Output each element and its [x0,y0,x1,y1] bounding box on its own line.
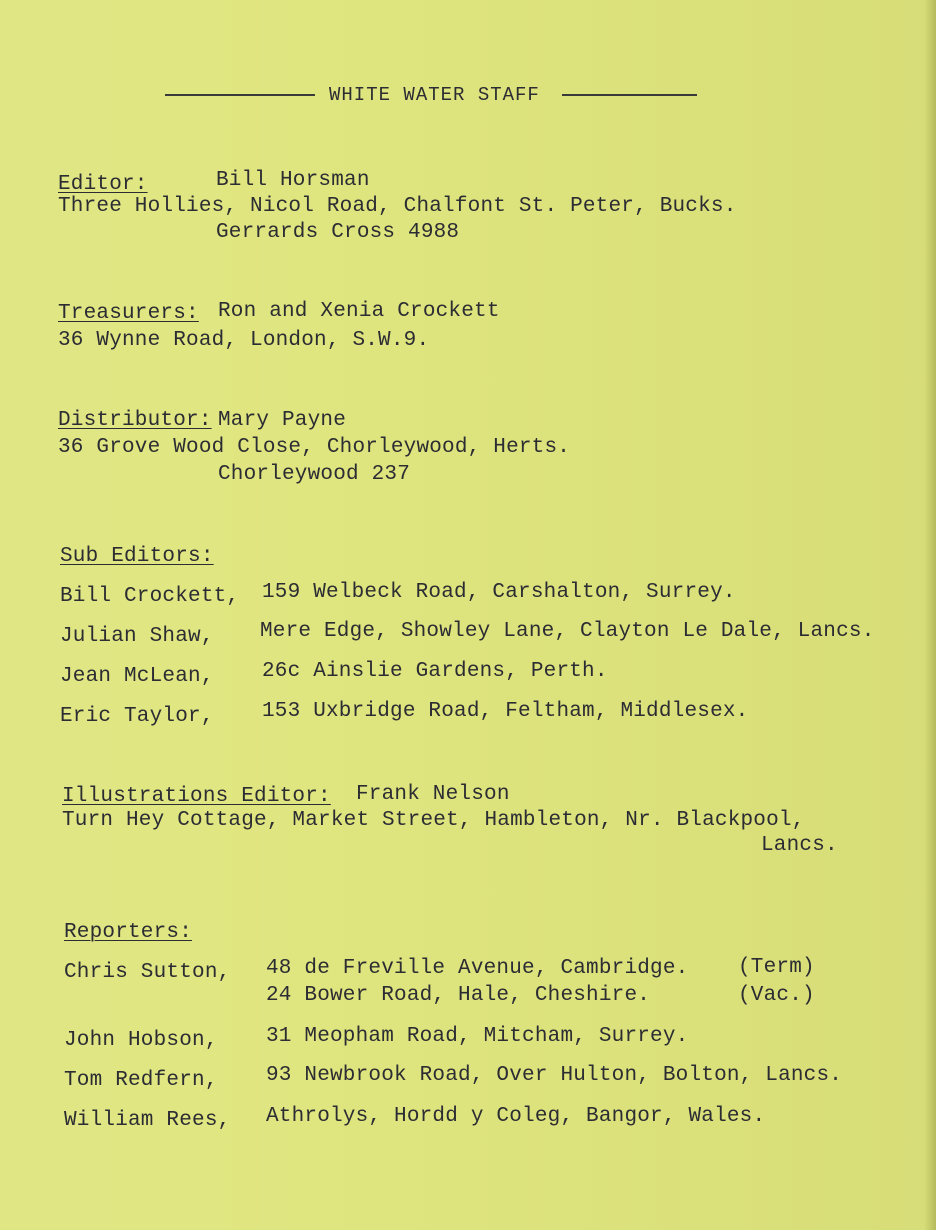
editor-address: Three Hollies, Nicol Road, Chalfont St. Peter, Bucks. [58,195,737,218]
treasurers-address: 36 Wynne Road, London, S.W.9. [58,329,430,352]
reporter-note: (Term) [738,956,815,979]
treasurers-label: Treasurers: [58,302,199,325]
reporter-address: 48 de Freville Avenue, Cambridge. [266,957,689,980]
sub-editors-label: Sub Editors: [60,545,214,568]
reporter-note: (Vac.) [738,984,815,1007]
distributor-phone: Chorleywood 237 [218,463,411,486]
sub-editor-address: Mere Edge, Showley Lane, Clayton Le Dale, Lancs. [260,620,875,643]
editor-phone: Gerrards Cross 4988 [216,221,460,244]
sub-editor-address: 26c Ainslie Gardens, Perth. [262,660,608,683]
reporter-address: 93 Newbrook Road, Over Hulton, Bolton, Lancs. [266,1064,843,1087]
reporter-address: 31 Meopham Road, Mitcham, Surrey. [266,1025,689,1048]
sub-editor-address: 159 Welbeck Road, Carshalton, Surrey. [262,581,736,604]
sub-editor-name: Jean McLean, [60,665,214,688]
distributor-label: Distributor: [58,409,212,432]
reporters-label: Reporters: [64,921,193,944]
title-rule-right [562,94,697,96]
illustrations-address-2: Lancs. [761,834,838,857]
sub-editor-address: 153 Uxbridge Road, Feltham, Middlesex. [262,700,749,723]
title-rule-left [165,94,315,96]
reporter-name: William Rees, [64,1109,231,1132]
sub-editor-name: Eric Taylor, [60,705,214,728]
distributor-name: Mary Payne [218,409,347,432]
reporter-name: Chris Sutton, [64,961,231,984]
reporter-name: John Hobson, [64,1029,218,1052]
sub-editor-name: Bill Crockett, [60,585,240,608]
header [165,84,697,106]
editor-name: Bill Horsman [216,169,370,192]
illustrations-label: Illustrations Editor: [62,785,331,808]
sub-editor-name: Julian Shaw, [60,625,214,648]
illustrations-address: Turn Hey Cottage, Market Street, Hambleton, Nr. Blackpool, [62,809,805,832]
illustrations-name: Frank Nelson [356,783,510,806]
treasurers-name: Ron and Xenia Crockett [218,300,500,323]
editor-label: Editor: [58,173,148,196]
reporter-name: Tom Redfern, [64,1069,218,1092]
page-edge-shadow [924,0,936,1230]
distributor-address: 36 Grove Wood Close, Chorleywood, Herts. [58,436,571,459]
reporter-address: 24 Bower Road, Hale, Cheshire. [266,984,651,1007]
page-title: WHITE WATER STAFF [329,84,540,106]
reporter-address: Athrolys, Hordd y Coleg, Bangor, Wales. [266,1105,766,1128]
